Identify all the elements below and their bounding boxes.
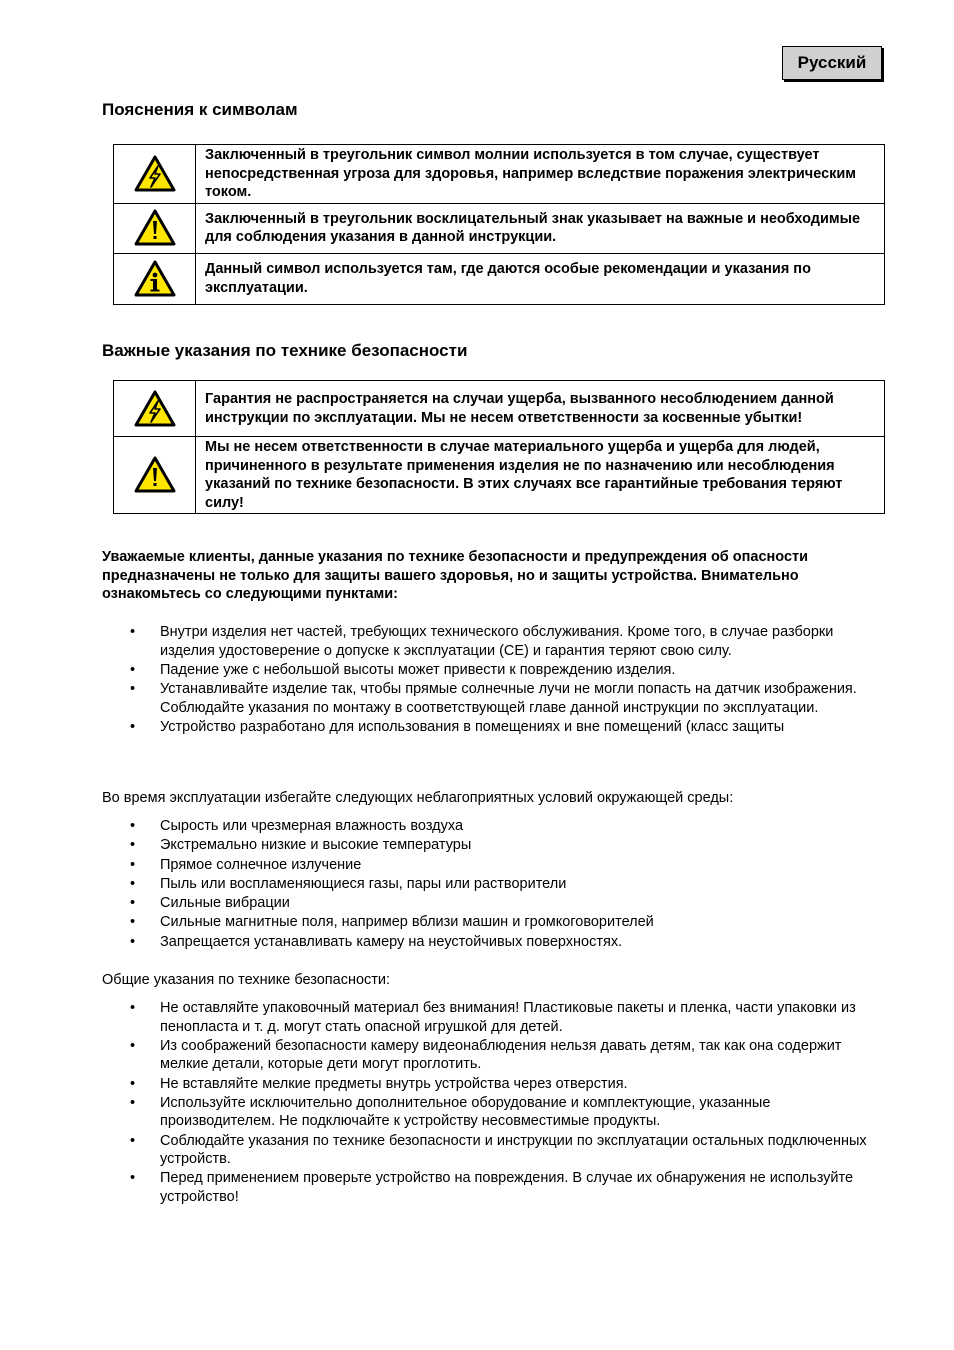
- safety-note: Гарантия не распространяется на случаи ущерба, вызванного несоблюдением данной инструкции по эксплуатации. Мы не несем ответственности за косвенные убытки!: [196, 381, 885, 437]
- bullet-icon: •: [130, 1170, 136, 1187]
- bullet-icon: •: [130, 914, 136, 931]
- environment-intro: Во время эксплуатации избегайте следующих неблагоприятных условий окружающей среды:: [102, 790, 734, 806]
- bullet-icon: •: [130, 1075, 136, 1092]
- safety-bullet-list: [102, 623, 882, 737]
- symbol-description: Заключенный в треугольник восклицательный знак указывает на важные и необходимые для соблюдения указания в данной инструкции.: [196, 203, 885, 253]
- bullet-icon: •: [130, 1132, 136, 1149]
- bullet-icon: •: [130, 895, 136, 912]
- safety-intro: Уважаемые клиенты, данные указания по технике безопасности и предупреждения об опасности предназначены не только для защиты вашего здоровья, но и защиты устройства. Внимательно ознакомьтесь со следующими пунктами:: [102, 549, 809, 602]
- bullet-icon: •: [130, 818, 136, 834]
- symbols-table: [113, 144, 885, 305]
- list-item: • Из соображений безопасности камеру видеонаблюдения нельзя давать детям, так как она содержит мелкие детали, которые дети могут проглотить.: [130, 1037, 842, 1073]
- list-item: • Сырость или чрезмерная влажность воздуха: [130, 818, 464, 834]
- bullet-icon: •: [130, 837, 136, 854]
- bullet-icon: •: [130, 1000, 136, 1016]
- bullet-icon: •: [130, 1094, 136, 1111]
- list-item: • Внутри изделия нет частей, требующих технического обслуживания. Кроме того, в случае разборки изделия удостоверение о допуске к эксплуатации (CE) и гарантия теряют свою силу.: [130, 624, 834, 659]
- bullet-icon: •: [130, 875, 136, 892]
- list-item: • Пыль или воспламеняющиеся газы, пары или растворители: [130, 875, 567, 892]
- bullet-icon: •: [130, 1037, 136, 1054]
- list-item: • Запрещается устанавливать камеру на неустойчивых поверхностях.: [130, 933, 623, 950]
- environment-bullet-list: [102, 817, 882, 952]
- list-item: • Прямое солнечное излучение: [130, 856, 362, 873]
- general-intro: Общие указания по технике безопасности:: [102, 972, 391, 988]
- list-item: • Устройство разработано для использования в помещениях и вне помещений (класс защиты: [130, 718, 785, 735]
- icon-cell: [114, 437, 196, 514]
- list-item: • Не оставляйте упаковочный материал без внимания! Пластиковые пакеты и пленка, части упаковки из пенопласта и т. д. могут стать опасной игрушкой для детей.: [130, 1000, 856, 1035]
- exclamation-warning-icon: [134, 209, 176, 247]
- list-item: • Используйте исключительно дополнительное оборудование и комплектующие, указанные производителем. Не подключайте к устройству несовместимые продукты.: [130, 1094, 771, 1130]
- bullet-icon: •: [130, 681, 136, 698]
- bullet-icon: •: [130, 661, 136, 678]
- bullet-icon: •: [130, 933, 136, 950]
- lightning-warning-icon: [134, 155, 176, 193]
- table-row: [114, 203, 885, 253]
- language-badge: Русский: [782, 46, 882, 80]
- info-icon: [134, 260, 176, 298]
- bullet-icon: •: [130, 856, 136, 873]
- general-bullet-list: [102, 999, 882, 1207]
- bullet-icon: •: [130, 718, 136, 735]
- table-row: [114, 253, 885, 304]
- list-item: • Экстремально низкие и высокие температуры: [130, 837, 472, 854]
- safety-table: [113, 380, 885, 514]
- icon-cell: [114, 253, 196, 304]
- safety-heading: Важные указания по технике безопасности: [102, 341, 468, 360]
- list-item: • Не вставляйте мелкие предметы внутрь устройства через отверстия.: [130, 1075, 628, 1092]
- table-row: [114, 381, 885, 437]
- table-row: [114, 437, 885, 514]
- icon-cell: [114, 203, 196, 253]
- symbols-heading: Пояснения к символам: [102, 100, 298, 119]
- icon-cell: [114, 145, 196, 204]
- bullet-icon: •: [130, 624, 136, 640]
- list-item: • Сильные вибрации: [130, 895, 290, 912]
- exclamation-warning-icon: [134, 456, 176, 494]
- list-item: • Устанавливайте изделие так, чтобы прямые солнечные лучи не могли попасть на датчик изображения. Соблюдайте указания по монтажу в соответствующей главе данной инструкции по эксплуатации.: [130, 681, 857, 716]
- lightning-warning-icon: [134, 390, 176, 428]
- table-row: [114, 145, 885, 204]
- list-item: • Соблюдайте указания по технике безопасности и инструкции по эксплуатации остальных подключенных устройств.: [130, 1132, 867, 1168]
- safety-note: Мы не несем ответственности в случае материального ущерба и ущерба для людей, причиненного в результате применения изделия не по назначению или несоблюдения указаний по технике безопасности. В этих случаях все гарантийные требования теряют силу!: [196, 437, 885, 514]
- list-item: • Падение уже с небольшой высоты может привести к повреждению изделия.: [130, 661, 676, 678]
- list-item: • Сильные магнитные поля, например вблизи машин и громкоговорителей: [130, 914, 654, 931]
- list-item: • Перед применением проверьте устройство на повреждения. В случае их обнаружения не используйте устройство!: [130, 1170, 854, 1205]
- symbol-description: Заключенный в треугольник символ молнии используется в том случае, существует непосредственная угроза для здоровья, например вследствие поражения электрическим током.: [196, 145, 885, 204]
- symbol-description: Данный символ используется там, где даются особые рекомендации и указания по эксплуатации.: [196, 253, 885, 304]
- icon-cell: [114, 381, 196, 437]
